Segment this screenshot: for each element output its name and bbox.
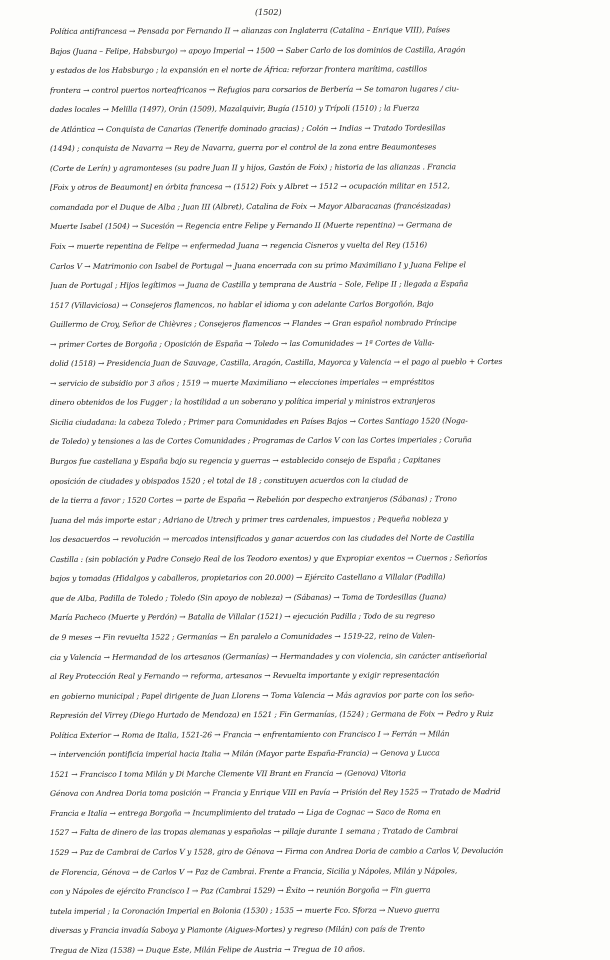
note-line: 1529 → Paz de Cambrai de Carlos V y 1528, giro de Génova → Firma con Andrea Doria de cambio a Carlos V, Devolución: [49, 845, 504, 857]
note-line: cia y Valencia → Hermandad de los artesanos (Germanías) → Hermandades y con violencia, sin carácter antiseñorial: [49, 650, 488, 662]
note-line: con y Nápoles de ejército Francisco I → Paz (Cambrai 1529) → Éxito → reunión Borgoña → Fin guerra: [49, 885, 431, 897]
note-line: de Toledo) y tensiones a las de Cortes Comunidades ; Programas de Carlos V con las Cortes imperiales ; Coruña: [49, 435, 472, 447]
note-line: Sicilia ciudadana: la cabeza Toledo ; Primer para Comunidades en Países Bajos → Cortes Santiago 1520 (Noga-: [49, 416, 468, 427]
note-line: Carlos V → Matrimonio con Isabel de Portugal → Juana encerrada con su primo Maximiliano I y Juana Felipe el: [49, 259, 466, 271]
note-line: Represión del Virrey (Diego Hurtado de Mendoza) en 1521 ; Fin Germanías, (1524) ; Germana de Foix → Pedro y Ruiz: [49, 709, 494, 721]
note-line: Burgos fue castellana y España bajo su regencia y guerras → establecido consejo de España ; Capitanes: [49, 455, 441, 467]
note-line: de 9 meses → Fin revuelta 1522 ; Germanías → En paralelo a Comunidades → 1519-22, reino de Valen-: [49, 631, 435, 642]
note-line: María Pacheco (Muerte y Perdón) → Batalla de Villalar (1521) → ejecución Padilla ; Todo de su regreso: [49, 611, 435, 623]
note-line: frontera → control puertos norteafricanos → Refugios para corsarios de Berbería → Se tomaron lugares / ciu-: [49, 83, 459, 95]
note-line: 1521 → Francisco I toma Milán y Di Marche Clemente VII Brant en Francia → (Genova) Vitoria: [49, 768, 406, 779]
note-line: de la tierra a favor ; 1520 Cortes → parte de España → Rebelión por despecho extranjeros (Sábanas) ; Trono: [49, 494, 457, 506]
note-line: 1517 (Villaviciosa) → Consejeros flamencos, no hablar el idioma y con adelante Carlos Borgoñón, Bajo: [49, 298, 434, 310]
notes-lines: [50, 22, 588, 960]
note-line: Génova con Andrea Doria toma posición → Francia y Enrique VIII en Pavía → Prisión del Rey 1525 → Tratado de Madrid: [49, 787, 501, 799]
note-line: tutela imperial ; la Coronación Imperial en Bolonia (1530) ; 1535 → muerte Fco. Sforza → Nuevo guerra: [49, 904, 440, 916]
note-line: Juan de Portugal ; Hijos legítimos → Juana de Castilla y temprana de Austria – Sole, Felipe II ; llegada a España: [49, 279, 469, 291]
note-line: que de Alba, Padilla de Toledo ; Toledo (Sin apoyo de nobleza) → (Sábanas) → Toma de Tordesillas (Juana): [49, 592, 447, 603]
note-line: dades locales → Melilla (1497), Orán (1509), Mazalquivir, Bugía (1510) y Trípoli (1510) ; la Fuerza: [49, 103, 420, 115]
note-line: Juana del más importe estar ; Adriano de Utrech y primer tres cardenales, impuestos ; Pequeña nobleza y: [49, 513, 448, 525]
note-line: Política Exterior → Roma de Italia, 1521-26 → Francia → enfrentamiento con Francisco I → Ferrán → Milán: [49, 728, 450, 740]
note-line: de Atlántica → Conquista de Canarias (Tenerife dominado gracias) ; Colón → Indias → Tratado Tordesillas: [49, 123, 446, 134]
note-line: diversas y Francia invadía Saboya y Piamonte (Aigues-Mortes) y regreso (Milán) con país de Trento: [49, 924, 425, 936]
note-line: los desacuerdos → revolución → mercados intensificados y ganar acuerdos con las ciudades del Norte de Castilla: [49, 533, 475, 545]
note-line: (1494) ; conquista de Navarra → Rey de Navarra, guerra por el control de la zona entre Beaumonteses: [49, 142, 437, 154]
note-line: Bajos (Juana – Felipe, Habsburgo) → apoyo Imperial → 1500 → Saber Carlo de los dominios de Castilla, Aragón: [49, 44, 466, 56]
note-line: Muerte Isabel (1504) → Sucesión → Regencia entre Felipe y Fernando II (Muerte repentina) → Germana de: [49, 220, 453, 232]
note-line: [Foix y otros de Beaumont] en órbita francesa → (1512) Foix y Albret → 1512 → ocupación militar en 1512,: [49, 181, 450, 193]
note-line: dolid (1518) → Presidencia Juan de Sauvage, Castilla, Aragón, Castilla, Mayorca y Valencia → el pago al pueblo + Cortes: [49, 357, 503, 369]
note-line: 1527 → Falta de dinero de las tropas alemanas y españolas → pillaje durante 1 semana ; Tratado de Cambrai: [49, 826, 458, 838]
note-line: Guillermo de Croy, Señor de Chièvres ; Consejeros flamencos → Flandes → Gran español nombrado Príncipe: [49, 318, 457, 330]
note-line: comandada por el Duque de Alba ; Juan III (Albret), Catalina de Foix → Mayor Albaracanas (francésizadas): [49, 201, 451, 212]
note-line: Política antifrancesa → Pensada por Fernando II → alianzas con Inglaterra (Catalina – Enrique VIII), Países: [49, 25, 450, 36]
note-line: (Corte de Lerín) y agramonteses (su padre Juan II y hijos, Gastón de Foix) ; historia de las alianzas . Francia: [49, 162, 456, 173]
note-line: en gobierno municipal ; Papel dirigente de Juan Llorens → Toma Valencia → Más agravios por parte con los seño-: [49, 689, 475, 701]
note-line: y estados de los Habsburgo ; la expansión en el norte de África: reforzar frontera marítima, castillos: [49, 64, 428, 76]
note-line: oposición de ciudades y obispados 1520 ; el total de 18 ; constituyen acuerdos con la ciudad de: [49, 475, 409, 486]
note-line: dinero obtenidos de los Fugger ; la hostilidad a un soberano y política imperial y ministros extranjeros: [49, 396, 436, 408]
note-line: → intervención pontificia imperial hacia Italia → Milán (Mayor parte España-Francia) → Genova y Lucca: [49, 748, 440, 760]
note-line: de Florencia, Génova → de Carlos V → Paz de Cambrai. Frente a Francia, Sicilia y Nápoles, Milán y Nápoles,: [49, 865, 458, 877]
note-line: → primer Cortes de Borgoña ; Oposición de España → Toledo → las Comunidades → 1ª Cortes de Valla-: [49, 338, 435, 349]
note-line: Castilla : (sin población y Padre Consejo Real de los Teodoro exentos) y que Expropiar exentos → Cuernos ; Señoríos: [49, 552, 488, 564]
note-line: al Rey Protección Real y Fernando → reforma, artesanos → Revuelta importante y exigir representación: [49, 670, 440, 682]
note-line: → servicio de subsidio por 3 años ; 1519 → muerte Maximiliano → elecciones imperiales → empréstitos: [49, 377, 435, 388]
note-line: Foix → muerte repentina de Felipe → enfermedad Juana → regencia Cisneros y vuelta del Rey (1516): [49, 240, 428, 252]
note-line: Tregua de Niza (1538) → Duque Este, Milán Felipe de Austria → Tregua de 10 años.: [49, 944, 365, 955]
note-line: bajos y tomadas (Hidalgos y caballeros, propietarios con 20.000) → Ejército Castellano a Villalar (Padilla): [49, 572, 446, 584]
header-year-note: (1502): [255, 8, 282, 17]
note-line: Francia e Italia → entrega Borgoña → Incumplimiento del tratado → Liga de Cognac → Saco de Roma en: [49, 807, 441, 818]
